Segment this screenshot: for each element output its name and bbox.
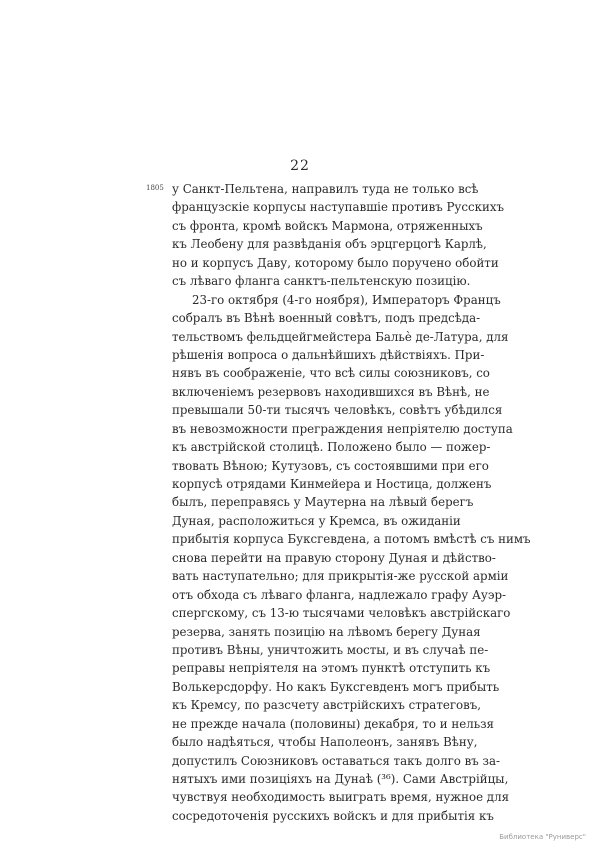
text-line: снова перейти на правую сторону Дуная и дѣйство- (172, 550, 496, 565)
text-line: къ австрійской столицѣ. Положено было — пожер- (172, 440, 491, 455)
margin-year-note: 1805 (146, 184, 164, 192)
text-line: рѣшенія вопроса о дальнѣйшихъ дѣйствіяхъ. При- (172, 347, 485, 362)
text-line: допустилъ Союзниковъ оставаться такъ долго въ за- (172, 753, 500, 768)
page-number: 22 (290, 158, 310, 174)
text-line: не прежде начала (половины) декабря, то и нельзя (172, 716, 494, 731)
text-line: прибытія корпуса Буксгевдена, а потомъ вмѣстѣ съ нимъ (172, 532, 531, 547)
text-line: съ лѣваго фланга санктъ-пельтенскую позицію. (172, 274, 471, 289)
text-line: къ Кремсу, по разсчету австрійскихъ стратеговъ, (172, 698, 482, 713)
text-line: твовать Вѣною; Кутузовъ, съ состоявшими при его (172, 458, 489, 473)
text-line: къ Леобену для развѣданія объ эрцгерцогѣ Карлѣ, (172, 237, 487, 252)
text-line: резерва, занять позицію на лѣвомъ берегу Дуная (172, 624, 481, 639)
text-line: нятыхъ ими позиціяхъ на Дунаѣ (³⁶). Сами Австрійцы, (172, 772, 509, 786)
text-line: 23-го октября (4-го ноября), Императоръ Францъ (192, 292, 501, 307)
text-line: у Санкт-Пельтена, направилъ туда не только всѣ (172, 182, 479, 196)
text-line: Дуная, расположиться у Кремса, въ ожиданіи (172, 513, 461, 528)
text-line: реправы непріятеля на этомъ пунктѣ отступить къ (172, 661, 491, 676)
text-line: французскіе корпусы наступавшіе противъ Русскихъ (172, 200, 504, 215)
text-line: но и корпусъ Даву, которому было поручено обойти (172, 255, 499, 270)
text-line: былъ, переправясь у Маутерна на лѣвый берегъ (172, 495, 474, 510)
text-line: включеніемъ резервовъ находившихся въ Вѣнѣ, не (172, 384, 490, 399)
text-line: тельствомъ фельдцейгмейстера Бальѐ де-Латура, для (172, 329, 509, 344)
text-line: собралъ въ Вѣнѣ военный совѣтъ, подъ предсѣда- (172, 311, 481, 326)
text-line: превышали 50-ти тысячъ человѣкъ, совѣтъ убѣдился (172, 403, 503, 418)
text-line: въ невозможности преграждения непріятелю доступа (172, 421, 513, 436)
text-line: спергскому, съ 13-ю тысячами человѣкъ австрійскаго (172, 606, 511, 621)
text-line: отъ обхода съ лѣваго фланга, надлежало графу Ауэр- (172, 587, 506, 602)
text-line: сосредоточенія русскихъ войскъ и для прибытія къ (172, 808, 494, 823)
text-line: противъ Вѣны, уничтожить мосты, и въ случаѣ пе- (172, 642, 489, 657)
text-body (172, 180, 531, 825)
text-line: чувствуя необходимость выиграть время, нужное для (172, 790, 510, 805)
text-line: Волькерсдорфу. Но какъ Буксгевденъ могъ прибыть (172, 679, 500, 694)
text-line: нявъ въ соображеніе, что всѣ силы союзниковъ, со (172, 366, 490, 381)
text-line: корпусѣ отрядами Кинмейера и Ностица, долженъ (172, 477, 492, 491)
text-line: было надѣяться, чтобы Наполеонъ, занявъ Вѣну, (172, 735, 478, 750)
text-line: съ фронта, кромѣ войскъ Мармона, отряженныхъ (172, 218, 483, 233)
library-watermark: Библиотека "Руниверс" (499, 833, 586, 841)
text-line: вать наступательно; для прикрытія-же русской арміи (172, 569, 509, 584)
